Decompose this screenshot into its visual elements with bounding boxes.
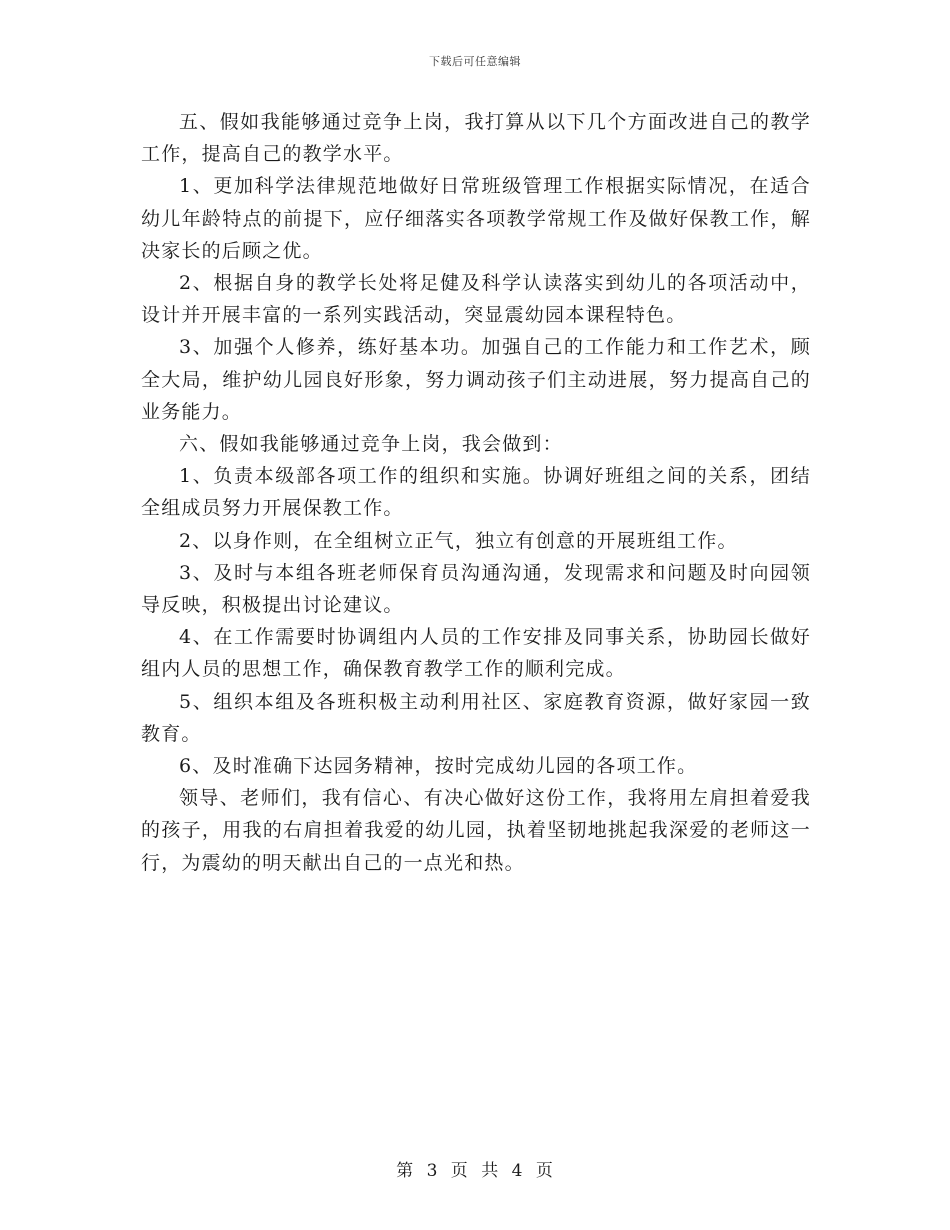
paragraph-item: 1、更加科学法律规范地做好日常班级管理工作根据实际情况，在适合幼儿年龄特点的前提下，应仔细落实各项教学常规工作及做好保教工作，解决家长的后顾之优。 [141,175,811,262]
paragraph-item: 2、根据自身的教学长处将足健及科学认读落实到幼儿的各项活动中，设计并开展丰富的一系列实践活动，突显震幼园本课程特色。 [141,272,811,327]
page-number-footer: 第 3 页 共 4 页 [396,1161,554,1181]
paragraph-item: 3、加强个人修养，练好基本功。加强自己的工作能力和工作艺术，顾全大局，维护幼儿园良好形象，努力调动孩子们主动进展，努力提高自己的业务能力。 [141,336,811,423]
paragraph-item: 5、组织本组及各班积极主动利用社区、家庭教育资源，做好家园一致教育。 [141,690,811,745]
paragraph-item: 3、及时与本组各班老师保育员沟通沟通，发现需求和问题及时向园领导反映，积极提出讨论建议。 [141,561,811,617]
paragraph-closing: 领导、老师们，我有信心、有决心做好这份工作，我将用左肩担着爱我的孩子，用我的右肩担着我爱的幼儿园，执着坚韧地挑起我深爱的老师这一行，为震幼的明天献出自己的一点光和热。 [141,787,811,874]
document-body [141,106,811,879]
paragraph-item: 6、及时准确下达园务精神，按时完成幼儿园的各项工作。 [179,755,698,778]
paragraph-item: 2、以身作则，在全组树立正气，独立有创意的开展班组工作。 [179,529,738,552]
paragraph-section-5-intro: 五、假如我能够通过竞争上岗，我打算从以下几个方面改进自己的教学工作，提高自己的教学水平。 [141,111,811,166]
paragraph-section-6-intro: 六、假如我能够通过竞争上岗，我会做到： [179,433,563,456]
paragraph-item: 1、负责本级部各项工作的组织和实施。协调好班组之间的关系，团结全组成员努力开展保教工作。 [141,465,811,520]
page-header: 下载后可任意编辑 [429,55,521,68]
paragraph-item: 4、在工作需要时协调组内人员的工作安排及同事关系，协助园长做好组内人员的思想工作，确保教育教学工作的顺利完成。 [141,626,811,681]
